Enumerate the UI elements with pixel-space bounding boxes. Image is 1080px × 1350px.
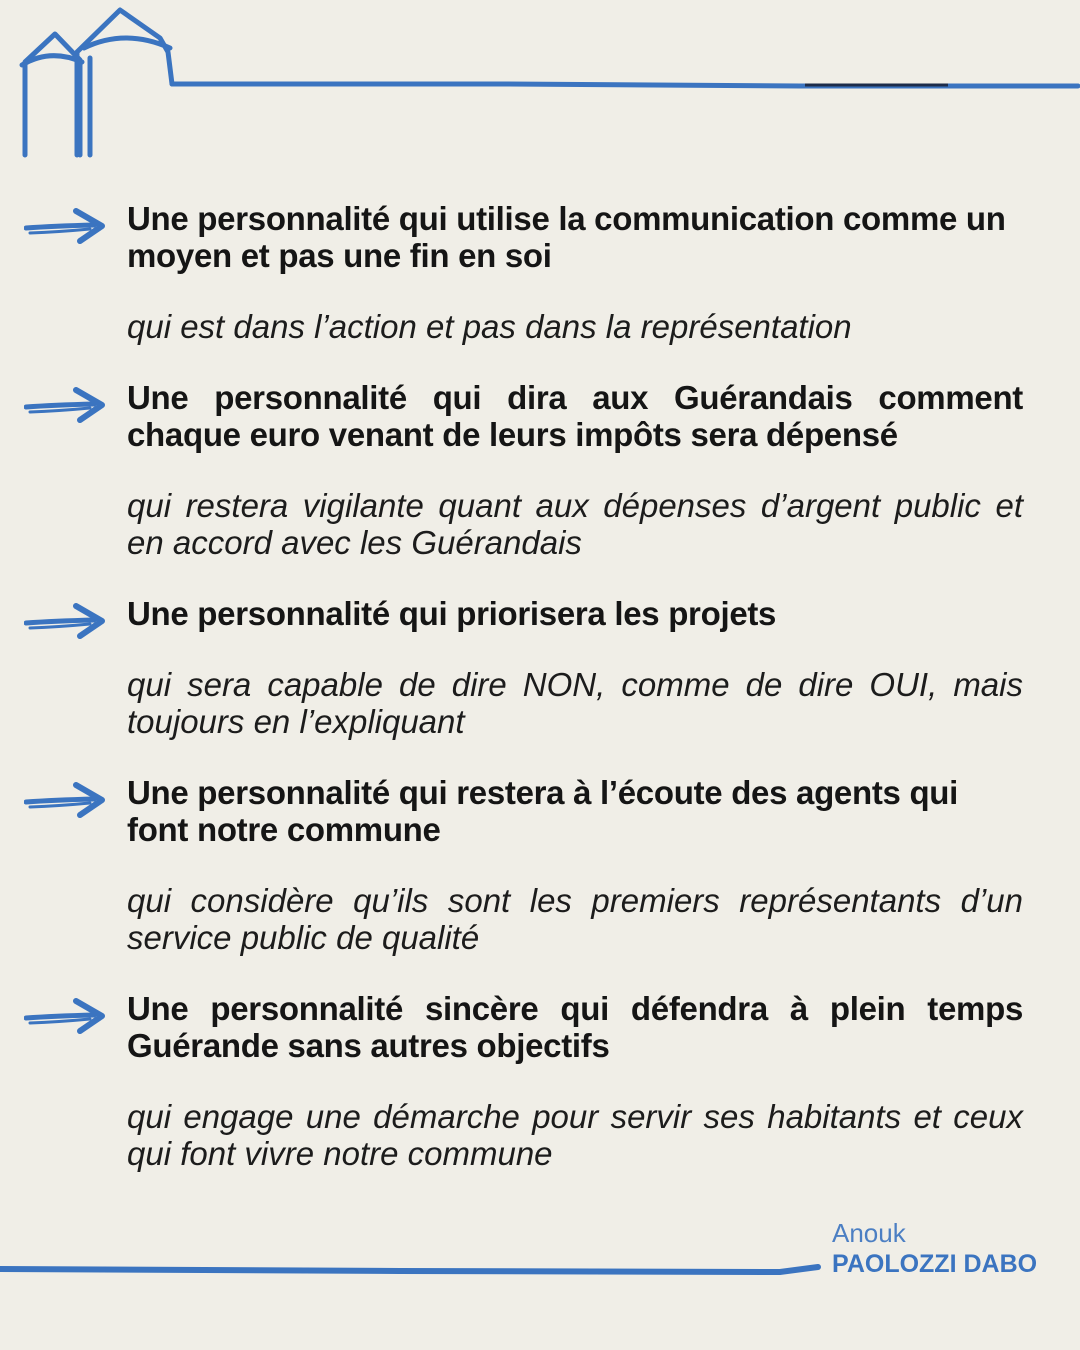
statement-subline: qui est dans l’action et pas dans la représentation (127, 308, 852, 345)
castle-towers-line-icon (0, 0, 1080, 170)
statement-subline: qui considère qu’ils sont les premiers représentants d’un service public de qualité (127, 882, 1023, 956)
footer-divider (0, 1255, 830, 1285)
list-item (0, 595, 1080, 740)
statement-headline: Une personnalité qui priorisera les projets (127, 595, 777, 632)
signature-last-name: PAOLOZZI DABO (832, 1250, 1038, 1278)
list-item (0, 990, 1080, 1172)
list-item (0, 774, 1080, 956)
right-arrow-icon (24, 208, 106, 244)
list-item (0, 200, 1080, 345)
right-arrow-icon (24, 603, 106, 639)
signature (832, 1218, 1037, 1280)
statement-headline: Une personnalité sincère qui défendra à plein temps Guérande sans autres objectifs (127, 990, 1023, 1064)
list-item (0, 379, 1080, 561)
statement-subline: qui sera capable de dire NON, comme de dire OUI, mais toujours en l’expliquant (127, 666, 1023, 740)
right-arrow-icon (24, 998, 106, 1034)
statement-subline: qui restera vigilante quant aux dépenses d’argent public et en accord avec les Guérandais (127, 487, 1023, 561)
signature-first-name: Anouk (832, 1218, 906, 1248)
statement-headline: Une personnalité qui utilise la communication comme un moyen et pas une fin en soi (127, 200, 1006, 274)
right-arrow-icon (24, 387, 106, 423)
statement-headline: Une personnalité qui restera à l’écoute des agents qui font notre commune (127, 774, 959, 848)
statement-subline: qui engage une démarche pour servir ses habitants et ceux qui font vivre notre commune (127, 1098, 1023, 1172)
right-arrow-icon (24, 782, 106, 818)
statement-list (0, 200, 1080, 1206)
statement-headline: Une personnalité qui dira aux Guérandais comment chaque euro venant de leurs impôts sera dépensé (127, 379, 1023, 453)
